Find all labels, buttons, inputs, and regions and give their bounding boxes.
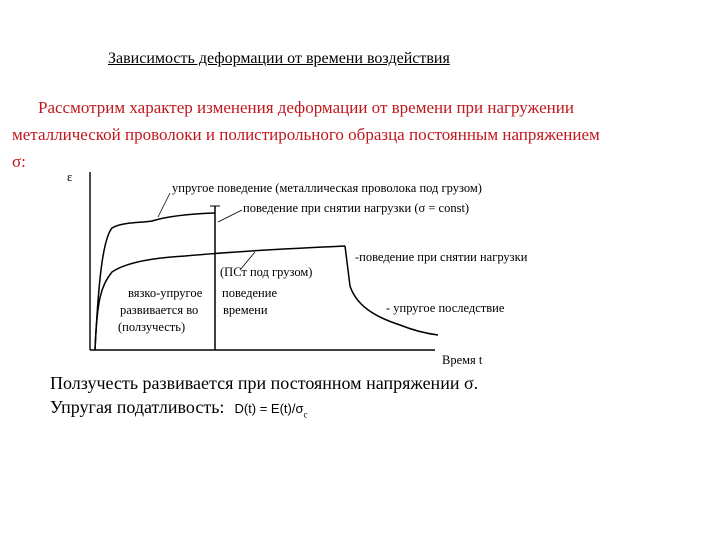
unload-right-label: -поведение при снятии нагрузки bbox=[355, 250, 528, 264]
intro-paragraph: Рассмотрим характер изменения деформации от времени при нагружении металлической проволоки и полистирольного образца постоянным напряжением σ: bbox=[12, 98, 600, 171]
ps-loaded-label: (ПСт под грузом) bbox=[220, 265, 313, 279]
time-label: времени bbox=[223, 303, 268, 317]
slide-title: Зависимость деформации от времени воздействия bbox=[108, 50, 450, 67]
compliance-formula: D(t) = E(t)/σ bbox=[234, 401, 304, 416]
unload-elastic-label: поведение при снятии нагрузки (σ = const) bbox=[243, 201, 470, 215]
compliance-label: Упругая податливость: bbox=[50, 397, 225, 417]
develops-label: развивается во bbox=[120, 303, 199, 317]
y-axis-label: ε bbox=[67, 170, 73, 184]
formula-subscript: c bbox=[303, 409, 308, 420]
x-axis-label: Время t bbox=[442, 353, 483, 367]
viscoelastic-label: вязко-упругое bbox=[128, 286, 203, 300]
elastic-label: упругое поведение (металлическая проволока под грузом) bbox=[172, 181, 482, 195]
aftereffect-label: - упругое последствие bbox=[386, 301, 505, 315]
creep-label: (ползучесть) bbox=[118, 320, 186, 334]
compliance-line bbox=[50, 397, 308, 420]
creep-statement: Ползучесть развивается при постоянном напряжении σ. bbox=[50, 373, 479, 393]
unload-leader bbox=[218, 210, 242, 222]
elastic-leader bbox=[158, 193, 170, 217]
viscoelastic-label-2: поведение bbox=[222, 286, 277, 300]
